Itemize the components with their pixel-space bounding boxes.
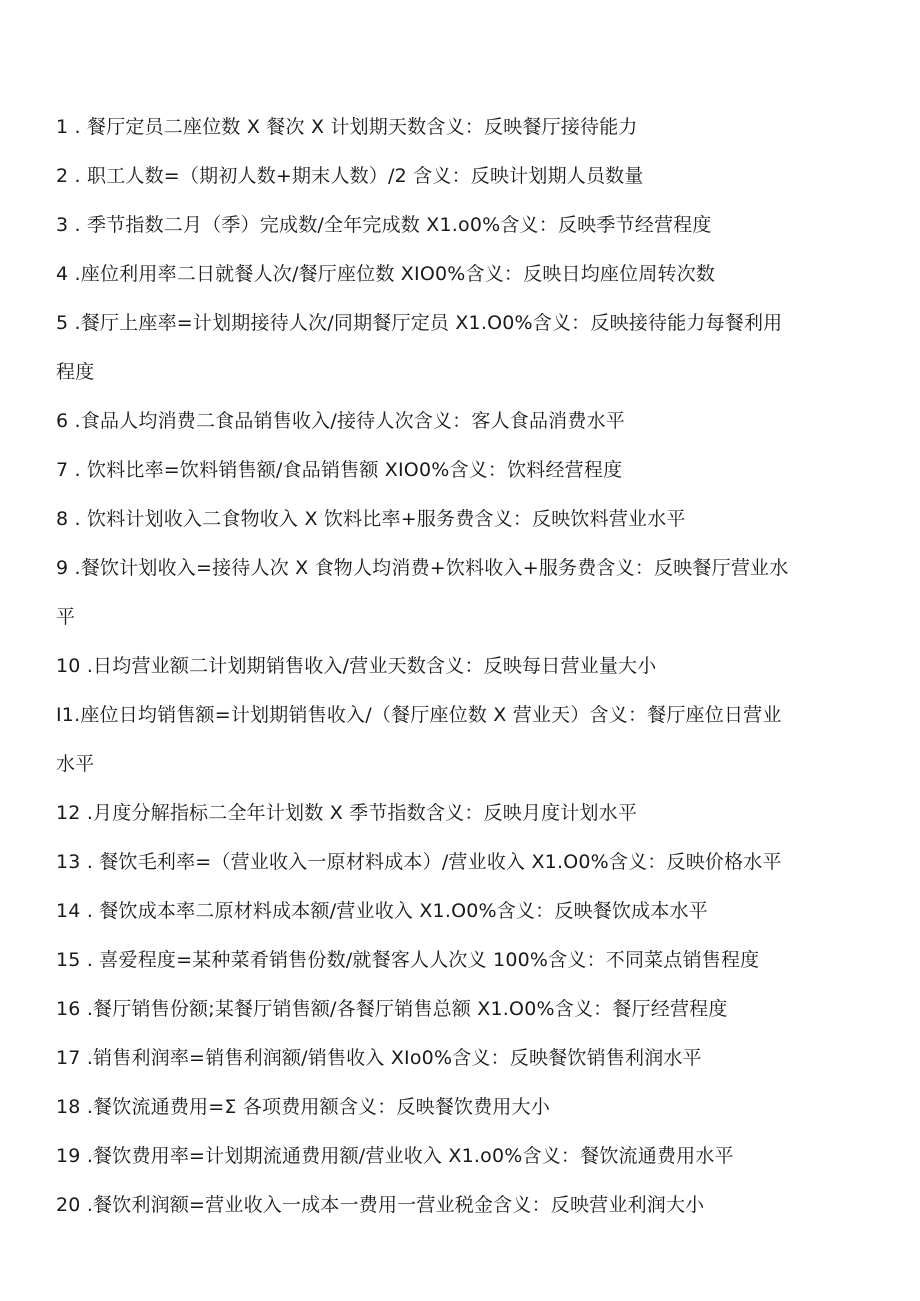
- text-line: 2 . 职工人数=（期初人数+期末人数）/2 含义：反映计划期人员数量: [56, 165, 644, 187]
- text-line: 平: [56, 606, 76, 628]
- text-line: 5 .餐厅上座率=计划期接待人次/同期餐厅定员 X1.O0%含义：反映接待能力每餐利用: [56, 312, 783, 334]
- text-line: 12 .月度分解指标二全年计划数 X 季节指数含义：反映月度计划水平: [56, 802, 638, 824]
- text-line: 16 .餐厅销售份额;某餐厅销售额/各餐厅销售总额 X1.O0%含义：餐厅经营程度: [56, 998, 728, 1020]
- text-line: 1 . 餐厅定员二座位数 X 餐次 X 计划期天数含义：反映餐厅接待能力: [56, 116, 638, 138]
- text-line: 9 .餐饮计划收入=接待人次 X 食物人均消费+饮料收入+服务费含义：反映餐厅营业水: [56, 557, 789, 579]
- text-line: 6 .食品人均消费二食品销售收入/接待人次含义：客人食品消费水平: [56, 410, 625, 432]
- text-line: 18 .餐饮流通费用=Σ 各项费用额含义：反映餐饮费用大小: [56, 1096, 551, 1118]
- text-line: 13 . 餐饮毛利率=（营业收入一原材料成本）/营业收入 X1.O0%含义：反映价格水平: [56, 851, 782, 873]
- text-line: 7 . 饮料比率=饮料销售额/食品销售额 XIO0%含义：饮料经营程度: [56, 459, 623, 481]
- text-line: 19 .餐饮费用率=计划期流通费用额/营业收入 X1.o0%含义：餐饮流通费用水平: [56, 1145, 734, 1167]
- text-line: 4 .座位利用率二日就餐人次/餐厅座位数 XIO0%含义：反映日均座位周转次数: [56, 263, 716, 285]
- text-line: 8 . 饮料计划收入二食物收入 X 饮料比率+服务费含义：反映饮料营业水平: [56, 508, 686, 530]
- text-line: 3 . 季节指数二月（季）完成数/全年完成数 X1.o0%含义：反映季节经营程度: [56, 214, 712, 236]
- text-line: I1.座位日均销售额=计划期销售收入/（餐厅座位数 X 营业天）含义：餐厅座位日营业: [56, 704, 782, 726]
- text-line: 程度: [56, 361, 95, 383]
- text-line: 14 . 餐饮成本率二原材料成本额/营业收入 X1.O0%含义：反映餐饮成本水平: [56, 900, 708, 922]
- text-line: 17 .销售利润率=销售利润额/销售收入 XIo0%含义：反映餐饮销售利润水平: [56, 1047, 702, 1069]
- document-page: [56, 103, 866, 1230]
- text-line: 15 . 喜爱程度=某种菜肴销售份数/就餐客人人次义 100%含义：不同菜点销售程度: [56, 949, 760, 971]
- text-line: 10 .日均营业额二计划期销售收入/营业天数含义：反映每日营业量大小: [56, 655, 657, 677]
- text-line: 20 .餐饮利润额=营业收入一成本一费用一营业税金含义：反映营业利润大小: [56, 1194, 705, 1216]
- text-line: 水平: [56, 753, 95, 775]
